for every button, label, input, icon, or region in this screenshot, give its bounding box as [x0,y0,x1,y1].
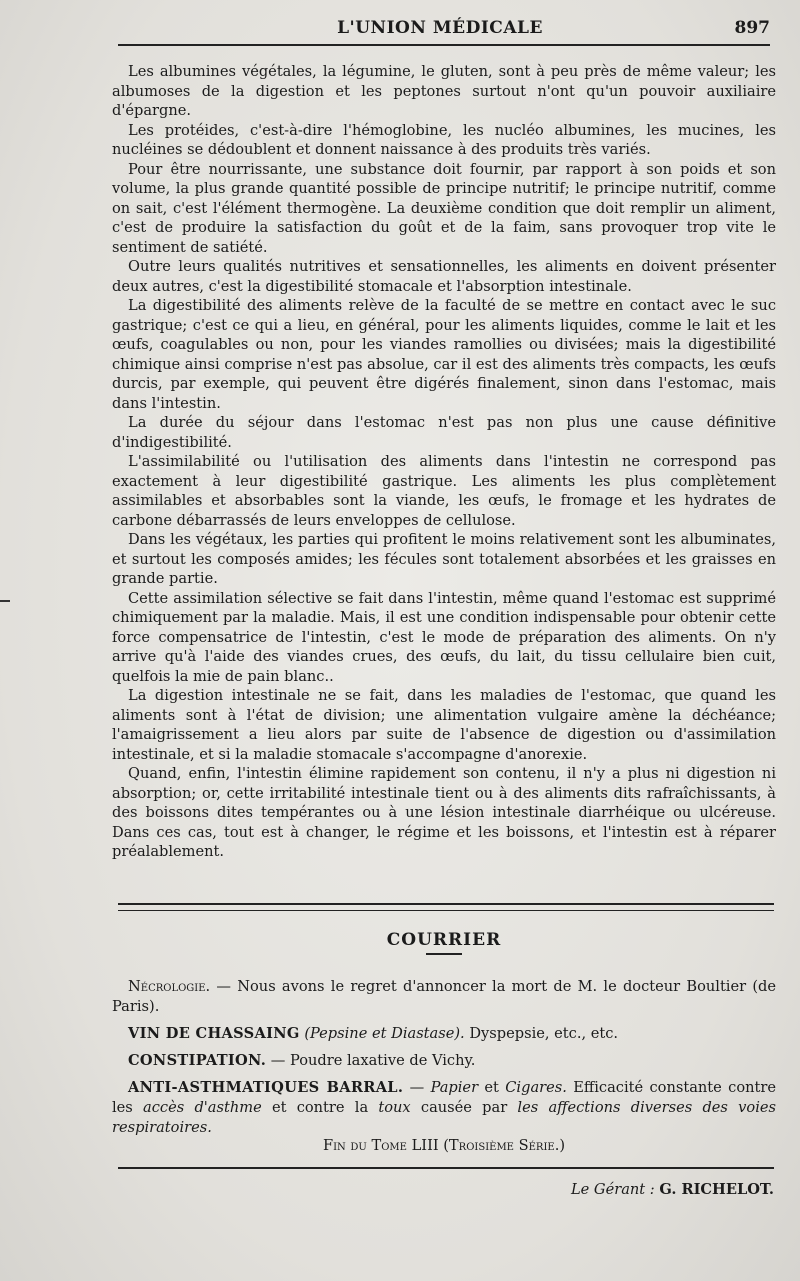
paragraph: La digestibilité des aliments relève de la faculté de se mettre en contact avec le suc gastrique; c'est ce qui a lieu, en général, pour les aliments liquides, comme le lait et les œufs, coagulables ou non, pour les viandes ramollies ou divisées; mais la digestibilité chimique ainsi comprise n'est pas absolue, car il est des aliments très compacts, les œufs durcis, par exemple, qui peuvent être digérés finalement, sinon dans l'estomac, mais dans l'intestin. [112,297,776,412]
advert-chassaing [112,1024,776,1044]
advert-papier: Papier [430,1079,479,1096]
article-body [112,62,776,862]
paragraph: La digestion intestinale ne se fait, dans les maladies de l'estomac, que quand les aliments sont à l'état de division; une alimentation vulgaire amène la déchéance; l'amaigrissement a lieu alors par suite de l'absence de digestion ou d'assimilation intestinale, et si la maladie stomacale s'accompagne d'anorexie. [112,687,776,763]
paragraph: Outre leurs qualités nutritives et sensationnelles, les aliments en doivent présenter deux autres, c'est la digestibilité stomacale et l'absorption intestinale. [112,258,776,295]
advert-text: — Poudre laxative de Vichy. [266,1052,476,1069]
paragraph: Les albumines végétales, la légumine, le gluten, sont à peu près de même valeur; les albumoses de la digestion et les peptones surtout n'ont qu'un pouvoir auxiliaire d'épargne. [112,63,776,119]
paragraph: Quand, enfin, l'intestin élimine rapidement son contenu, il n'y a plus ni digestion ni absorption; or, cette irritabilité intestinale tient ou à des aliments dits rafraîchissants, à des boissons dites tempérantes ou à une lésion intestinale diarrhéique ou ulcéreuse. Dans ces cas, tout est à changer, le régime et les boissons, et l'intestin est à réparer préalablement. [112,765,776,860]
courrier-section [112,977,776,1145]
advert-toux: toux [378,1099,411,1116]
paragraph: Pour être nourrissante, une substance doit fournir, par rapport à son poids et son volume, la plus grande quantité possible de principe nutritif; le principe nutritif, comme on sait, c'est l'élément thermogène. La deuxième condition que doit remplir un aliment, c'est de produire la satisfaction du goût et de la faim, sans provoquer trop vite le sentiment de satiété. [112,160,776,256]
advert-acces: accès d'asthme [143,1099,262,1116]
advert-text: Efficacité constante contre les [112,1079,776,1116]
courrier-underline [426,953,462,955]
necrologie-text: — Nous avons le regret d'annoncer la mort de M. le docteur Boultier (de Paris). [112,978,776,1015]
advert-name: ANTI-ASTHMATIQUES BARRAL. [128,1079,404,1096]
paragraph: La durée du séjour dans l'estomac n'est pas non plus une cause définitive d'indigestibilité. [112,414,776,451]
advert-text: causée par [410,1099,518,1116]
advert-affections: les affections diverses des voies respiratoires. [112,1099,776,1136]
gerant-line [571,1181,774,1198]
page-header [110,16,770,42]
page-number: 897 [734,18,770,38]
footer-rule [118,1167,774,1169]
advert-sub: (Pepsine et Diastase). [304,1025,465,1042]
advert-constipation [112,1051,776,1071]
header-rule [118,44,770,46]
end-of-volume: Fin du Tome LIII (Troisième Série.) [322,1137,566,1154]
advert-text: et [478,1079,506,1096]
paragraph: Les protéides, c'est-à-dire l'hémoglobine, les nucléo albumines, les mucines, les nucléines se dédoublent et donnent naissance à des produits très variés. [112,121,776,158]
paragraph: L'assimilabilité ou l'utilisation des aliments dans l'intestin ne correspond pas exactement à leur digestibilité gastrique. Les aliments les plus complètement assimilables et absorbables sont la viande, les œufs, le fromage et les hydrates de carbone débarrassés de leurs enveloppes de cellulose. [112,453,776,529]
advert-text: Dyspepsie, etc., etc. [464,1025,619,1042]
advert-name: VIN DE CHASSAING [128,1025,300,1042]
advert-dash: — [403,1079,431,1096]
gerant-label: Le Gérant : [570,1181,655,1198]
gerant-name: G. RICHELOT. [659,1181,774,1198]
necrologie-label: Nécrologie. [128,978,211,995]
advert-text: et contre la [261,1099,379,1116]
paragraph: Dans les végétaux, les parties qui profitent le moins relativement sont les albuminates, et surtout les composés amides; les fécules sont totalement absorbées et les graisses en grande partie. [112,531,776,587]
section-divider [118,903,774,911]
margin-mark [0,600,10,602]
advert-cigares: Cigares. [505,1079,567,1096]
advert-barral [112,1078,776,1138]
paragraph: Cette assimilation sélective se fait dans l'intestin, même quand l'estomac est supprimé chimiquement par la maladie. Mais, il est une condition indispensable pour obtenir cette force compensatrice de l'intestin, c'est le mode de préparation des aliments. On n'y arrive qu'à l'aide des viandes crues, des œufs, du lait, du tissu cellulaire bien cuit, quelfois la mie de pain blanc.. [112,589,776,685]
advert-name: CONSTIPATION. [128,1052,267,1069]
courrier-title-text: COURRIER [386,930,502,950]
necrologie-notice [112,977,776,1017]
journal-title: L'UNION MÉDICALE [337,18,543,38]
courrier-heading [112,930,776,955]
